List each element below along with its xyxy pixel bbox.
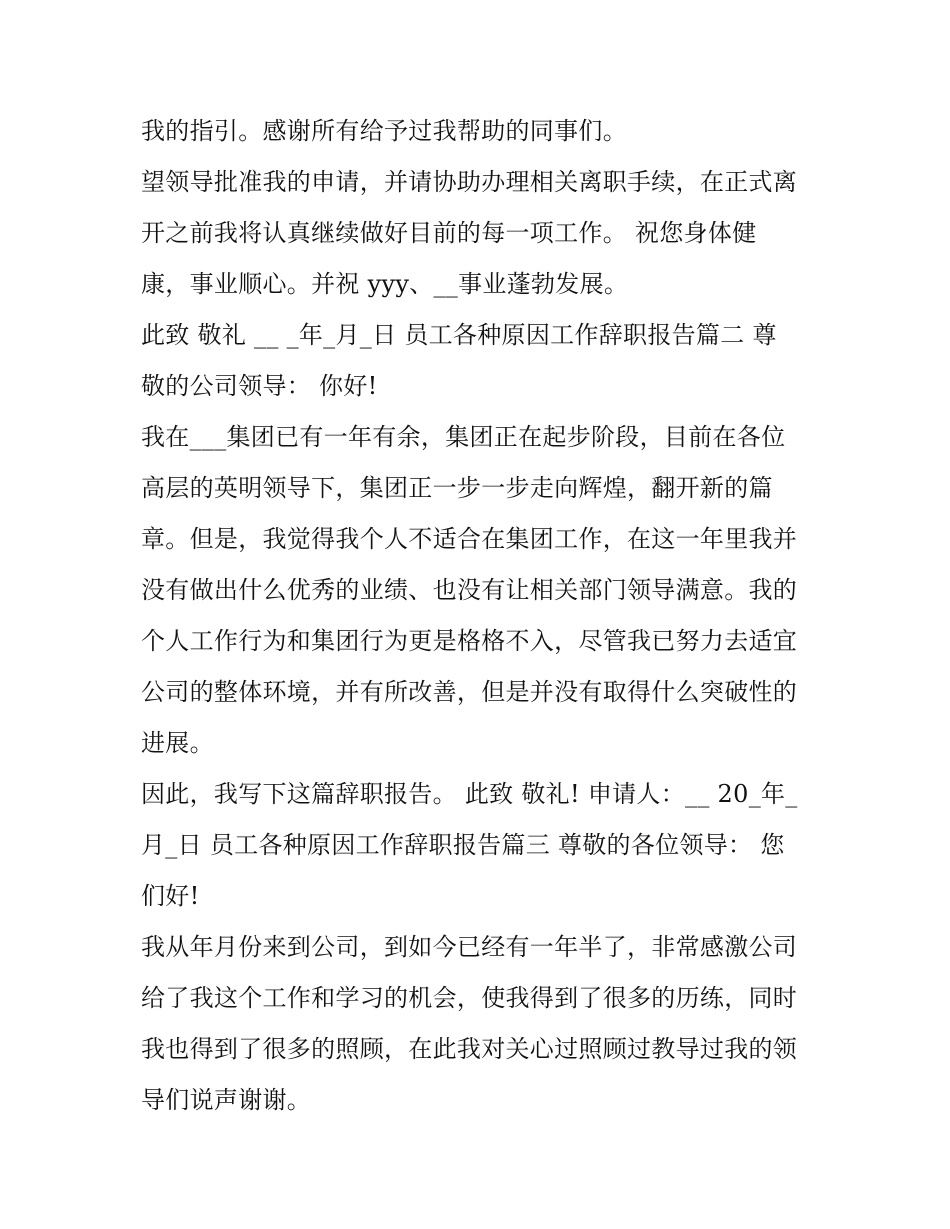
text-line: 开之前我将认真继续做好目前的每一项工作。 祝您身体健	[141, 219, 757, 247]
text-line: 没有做出什么优秀的业绩、也没有让相关部门领导满意。我的	[141, 576, 798, 604]
document-body	[141, 106, 821, 1126]
text-line: 导们说声谢谢。	[141, 1086, 312, 1114]
text-line: 此致 敬礼 __ _年_月_日 员工各种原因工作辞职报告篇二 尊	[141, 321, 777, 349]
text-line: 个人工作行为和集团行为更是格格不入，尽管我已努力去适宜	[141, 627, 798, 655]
text-line: 望领导批准我的申请，并请协助办理相关离职手续，在正式离	[141, 168, 798, 196]
text-line: 我在___集团已有一年有余，集团正在起步阶段，目前在各位	[141, 423, 786, 451]
text-line: 高层的英明领导下，集团正一步一步走向辉煌，翻开新的篇	[141, 474, 773, 502]
text-line: 我也得到了很多的照顾，在此我对关心过照顾过教导过我的领	[141, 1035, 798, 1063]
text-line: 我的指引。感谢所有给予过我帮助的同事们。	[141, 117, 627, 145]
text-line: 进展。	[141, 729, 214, 757]
text-line: 因此，我写下这篇辞职报告。 此致 敬礼! 申请人：__ 20_年_	[141, 780, 798, 808]
text-line: 给了我这个工作和学习的机会，使我得到了很多的历练，同时	[141, 984, 798, 1012]
text-line: 们好!	[141, 882, 200, 910]
text-line: 月_日 员工各种原因工作辞职报告篇三 尊敬的各位领导： 您	[141, 831, 785, 859]
text-line: 章。但是，我觉得我个人不适合在集团工作，在这一年里我并	[141, 525, 798, 553]
text-line: 敬的公司领导： 你好!	[141, 372, 378, 400]
text-line: 我从年月份来到公司，到如今已经有一年半了，非常感激公司	[141, 933, 798, 961]
text-line: 公司的整体环境，并有所改善，但是并没有取得什么突破性的	[141, 678, 798, 706]
text-line: 康，事业顺心。并祝 yyy、__事业蓬勃发展。	[141, 270, 629, 298]
